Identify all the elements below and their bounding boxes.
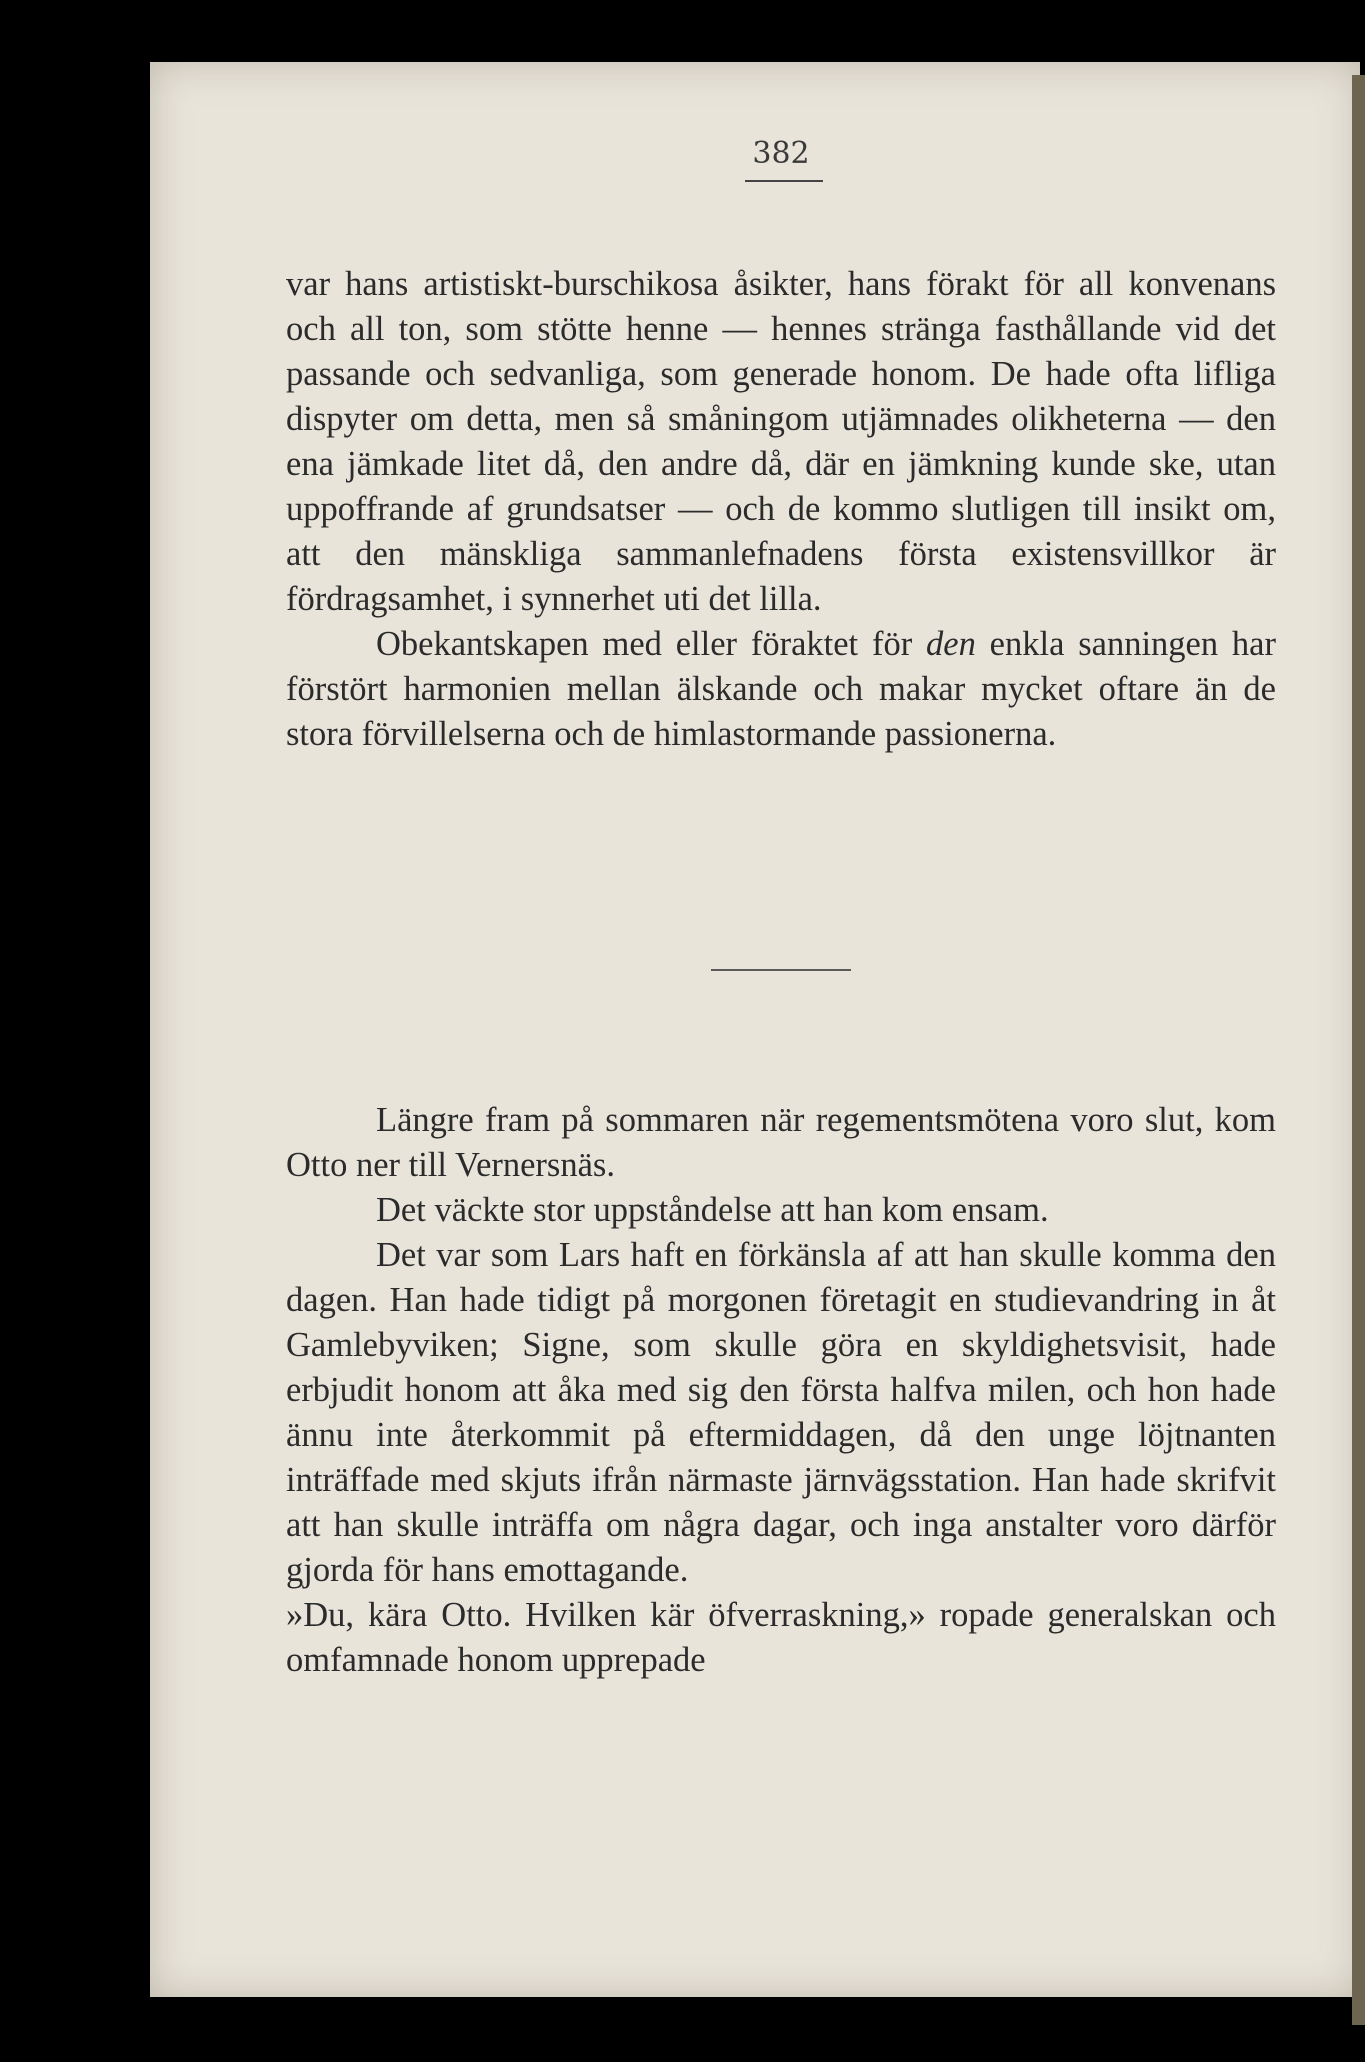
paragraph-text: enkla sanningen har förstört harmonien mellan älskande och makar mycket oftare än de stora förvillelserna och de himlastormande passionerna. [286,625,1276,753]
emphasis-text: den [926,625,976,663]
section-separator [711,969,851,971]
page-number-rule [745,180,823,182]
paragraph: var hans artistiskt-burschikosa åsikter, hans förakt för all konvenans och all ton, som stötte henne — hennes stränga fasthållande vid det passande och sedvanliga, som generade honom. De hade ofta lifliga dispyter om detta, men så småningom utjämnades olikheterna — den ena jämkade litet då, den andre då, där en jämkning kunde ske, utan uppoffrande af grundsatser — och de kommo slutligen till insikt om, att den mänskliga sammanlefnadens första existensvillkor är fördragsamhet, i synnerhet uti det lilla. [286,265,1276,618]
paragraph [286,622,1276,757]
page-edge [1352,75,1365,2025]
text-section-2 [286,1098,1276,1683]
paragraph-text: Obekantskapen med eller föraktet för [376,625,927,663]
paragraph: Längre fram på sommaren när regementsmötena voro slut, kom Otto ner till Vernersnäs. [286,1101,1276,1184]
page-number: 382 [752,136,810,171]
paragraph: »Du, kära Otto. Hvilken kär öfverraskning,» ropade generalskan och omfamnade honom upprepade [286,1596,1276,1679]
paragraph: Det var som Lars haft en förkänsla af att han skulle komma den dagen. Han hade tidigt på morgonen företagit en studievandring in åt Gamlebyviken; Signe, som skulle göra en skyldighetsvisit, hade erbjudit honom att åka med sig den första halfva milen, och hon hade ännu inte återkommit på eftermiddagen, då den unge löjtnanten inträffade med skjuts ifrån närmaste järnvägsstation. Han hade skrifvit att han skulle inträffa om några dagar, och inga anstalter voro därför gjorda för hans emottagande. [286,1236,1276,1589]
text-section-1 [286,262,1276,757]
paragraph: Det väckte stor uppståndelse att han kom ensam. [376,1191,1049,1229]
